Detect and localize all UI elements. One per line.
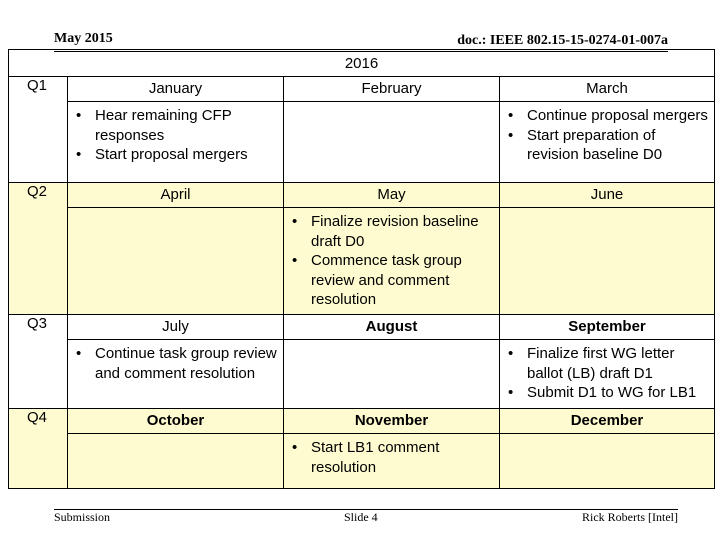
footer-slide-number: Slide 4 <box>344 510 378 524</box>
quarter-label: Q3 <box>9 315 68 409</box>
quarter-label: Q4 <box>9 409 68 489</box>
task-item: • Continue proposal mergers <box>527 106 710 126</box>
task-list <box>284 208 499 310</box>
task-item: • Start preparation of revision baseline D0 <box>527 126 710 165</box>
quarter-label: Q2 <box>9 183 68 315</box>
month-header: September <box>500 315 715 340</box>
year-header: 2016 <box>9 50 715 77</box>
task-list <box>500 340 714 403</box>
task-list <box>284 434 499 477</box>
month-cell <box>284 434 500 489</box>
task-item: • Commence task group review and comment resolution <box>311 251 495 310</box>
month-cell <box>284 340 500 409</box>
month-header: July <box>68 315 284 340</box>
footer-submission: Submission <box>54 510 111 524</box>
task-item: • Finalize revision baseline draft D0 <box>311 212 495 251</box>
month-cell <box>500 102 715 183</box>
month-header: May <box>284 183 500 208</box>
month-header: August <box>284 315 500 340</box>
month-cell <box>68 102 284 183</box>
task-item: • Finalize first WG letter ballot (LB) draft D1 <box>527 344 710 383</box>
header-date: May 2015 <box>54 31 113 46</box>
month-header: January <box>68 77 284 102</box>
month-cell <box>68 208 284 315</box>
month-header: October <box>68 409 284 434</box>
month-header: November <box>284 409 500 434</box>
footer-author: Rick Roberts [Intel] <box>582 510 678 524</box>
month-header: March <box>500 77 715 102</box>
month-cell <box>284 208 500 315</box>
header-doc-id: doc.: IEEE 802.15-15-0274-01-007a <box>457 33 668 48</box>
month-cell <box>500 208 715 315</box>
task-list <box>500 102 714 165</box>
task-item: • Start proposal mergers <box>95 145 279 165</box>
task-list <box>68 340 283 383</box>
task-item: • Start LB1 comment resolution <box>311 438 495 477</box>
month-cell <box>500 340 715 409</box>
month-cell <box>68 434 284 489</box>
task-item: • Hear remaining CFP responses <box>95 106 279 145</box>
month-header: February <box>284 77 500 102</box>
schedule-table <box>8 49 715 489</box>
month-cell <box>68 340 284 409</box>
task-list <box>68 102 283 165</box>
month-header: April <box>68 183 284 208</box>
month-cell <box>284 102 500 183</box>
month-cell <box>500 434 715 489</box>
quarter-label: Q1 <box>9 77 68 183</box>
month-header: June <box>500 183 715 208</box>
task-item: • Continue task group review and comment resolution <box>95 344 279 383</box>
month-header: December <box>500 409 715 434</box>
task-item: • Submit D1 to WG for LB1 <box>527 383 710 403</box>
